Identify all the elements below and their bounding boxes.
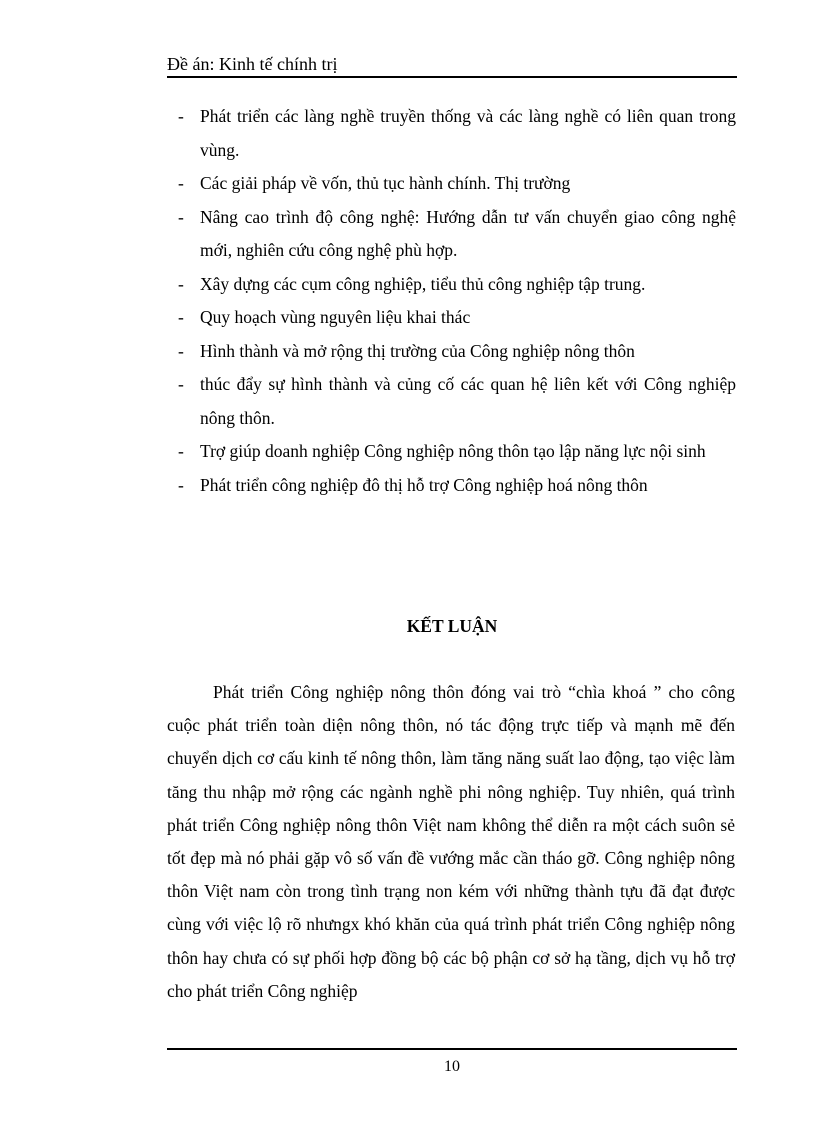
list-item-text: Phát triển các làng nghề truyền thống và các làng nghề có liên quan trong vùng. (200, 106, 736, 160)
list-item (170, 301, 736, 335)
bullet-dash: - (178, 307, 184, 327)
list-item (170, 268, 736, 302)
list-item (170, 167, 736, 201)
list-item-text: thúc đẩy sự hình thành và củng cố các quan hệ liên kết với Công nghiệp nông thôn. (200, 374, 736, 428)
bullet-dash: - (178, 441, 184, 461)
conclusion-paragraph: Phát triển Công nghiệp nông thôn đóng vai trò “chìa khoá ” cho công cuộc phát triển toàn diện nông thôn, nó tác động trực tiếp và mạnh mẽ đến chuyển dịch cơ cấu kinh tế nông thôn, làm tăng năng suất lao động, tạo việc làm tăng thu nhập mở rộng các ngành nghề phi nông nghiệp. Tuy nhiên, quá trình phát triển Công nghiệp nông thôn Việt nam không thể diễn ra một cách suôn sẻ tốt đẹp mà nó phải gặp vô số vấn đề vướng mắc cần tháo gỡ. Công nghiệp nông thôn Việt nam còn trong tình trạng non kém với những thành tựu đã đạt được cùng với việc lộ rõ nhưngx khó khăn của quá trình phát triển Công nghiệp nông thôn hay chưa có sự phối hợp đồng bộ các bộ phận cơ sở hạ tầng, dịch vụ hỗ trợ cho phát triển Công nghiệp (167, 682, 735, 1001)
list-item-text: Xây dựng các cụm công nghiệp, tiểu thủ công nghiệp tập trung. (200, 273, 646, 294)
measures-list (170, 100, 736, 502)
footer-divider (167, 1048, 737, 1050)
list-item (170, 368, 736, 435)
list-item-text: Quy hoạch vùng nguyên liệu khai thác (200, 307, 471, 327)
bullet-dash: - (178, 106, 184, 126)
list-item-text: Trợ giúp doanh nghiệp Công nghiệp nông thôn tạo lập năng lực nội sinh (200, 441, 706, 461)
list-item (170, 335, 736, 369)
list-item (170, 100, 736, 167)
header-divider (167, 76, 737, 78)
bullet-dash: - (178, 374, 184, 394)
list-item-text: Phát triển công nghiệp đô thị hỗ trợ Công nghiệp hoá nông thôn (200, 474, 648, 495)
bullet-dash: - (178, 173, 184, 193)
bullet-dash: - (178, 340, 184, 361)
list-item-text: Hình thành và mở rộng thị trường của Công nghiệp nông thôn (200, 340, 635, 361)
bullet-dash: - (178, 206, 184, 227)
header-title: Đề án: Kinh tế chính trị (167, 54, 338, 74)
list-item-text: Các giải pháp về vốn, thủ tục hành chính. Thị trường (200, 173, 571, 193)
bullet-dash: - (178, 273, 184, 294)
list-item (170, 435, 736, 469)
list-item (170, 469, 736, 503)
list-item-text: Nâng cao trình độ công nghệ: Hướng dẫn tư vấn chuyển giao công nghệ mới, nghiên cứu công nghệ phù hợp. (200, 206, 736, 260)
page-number: 10 (444, 1058, 460, 1075)
bullet-dash: - (178, 474, 184, 495)
list-item (170, 201, 736, 268)
conclusion-heading: KẾT LUẬN (406, 616, 498, 636)
page-header (167, 48, 737, 78)
